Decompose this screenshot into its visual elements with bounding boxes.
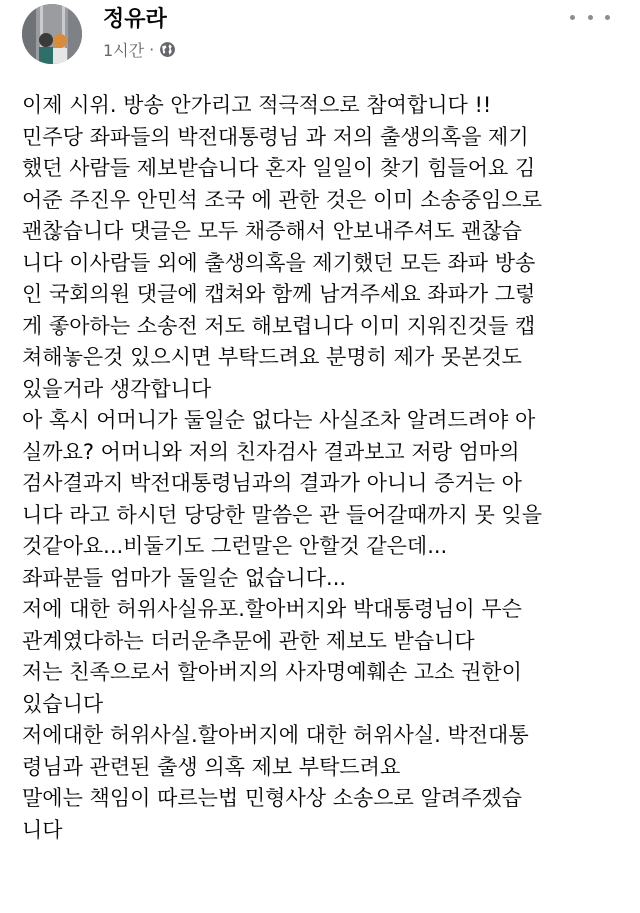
author-name[interactable]: 정유라: [103, 7, 167, 32]
post-paragraph: 저에 대한 허위사실유포.할아버지와 박대통령님이 무슨 관계였다하는 더러운추문에 관한 제보도 받습니다 저는 친족으로서 할아버지의 사자명예훼손 고소 권한이 있습니다 저에대한 허위사실.할아버지에 대한 허위사실. 박전대통 령님과 관련된 출생 의혹 제보 부탁드려요 말에는 책임이 따르는법 민형사상 소송으로 알려주겠습 니다: [22, 597, 529, 842]
post-meta: [103, 38, 176, 61]
avatar[interactable]: [22, 4, 82, 64]
more-options-icon[interactable]: [570, 6, 610, 28]
avatar-photo: [22, 4, 82, 64]
meta-separator: ·: [149, 40, 155, 59]
post-paragraph: 이제 시위. 방송 안가리고 적극적으로 참여합니다 !! 민주당 좌파들의 박전대통령님 과 저의 출생의혹을 제기 했던 사람들 제보받습니다 혼자 일일이 찾기 힘들어요 김 어준 주진우 안민석 조국 에 관한 것은 이미 소송중임으로 괜찮습니다 댓글은 모두 채증해서 안보내주셔도 괜찮습 니다 이사람들 외에 출생의혹을 제기했던 모든 좌파 방송 인 국회의원 댓글에 캡쳐와 함께 남겨주세요 좌파가 그렇 게 좋아하는 소송전 저도 해보렵니다 이미 지워진것들 캡 쳐해놓은것 있으시면 부탁드려요 분명히 제가 못본것도 있을거라 생각합니다: [22, 93, 542, 401]
post-paragraph: 아 혹시 어머니가 둘일순 없다는 사실조차 알려드려야 아 실까요? 어머니와 저의 친자검사 결과보고 저랑 엄마의 검사결과지 박전대통령님과의 결과가 아니니 증거는 아 니다 라고 하시던 당당한 말씀은 관 들어갈때까지 못 잊을 것같아요...비둘기도 그런말은 안할것 같은데... 좌파분들 엄마가 둘일순 없습니다...: [22, 408, 542, 590]
globe-icon: [159, 41, 176, 58]
post-body: [22, 90, 632, 846]
post-time[interactable]: 1시간: [103, 41, 145, 60]
post-header: [0, 0, 640, 80]
